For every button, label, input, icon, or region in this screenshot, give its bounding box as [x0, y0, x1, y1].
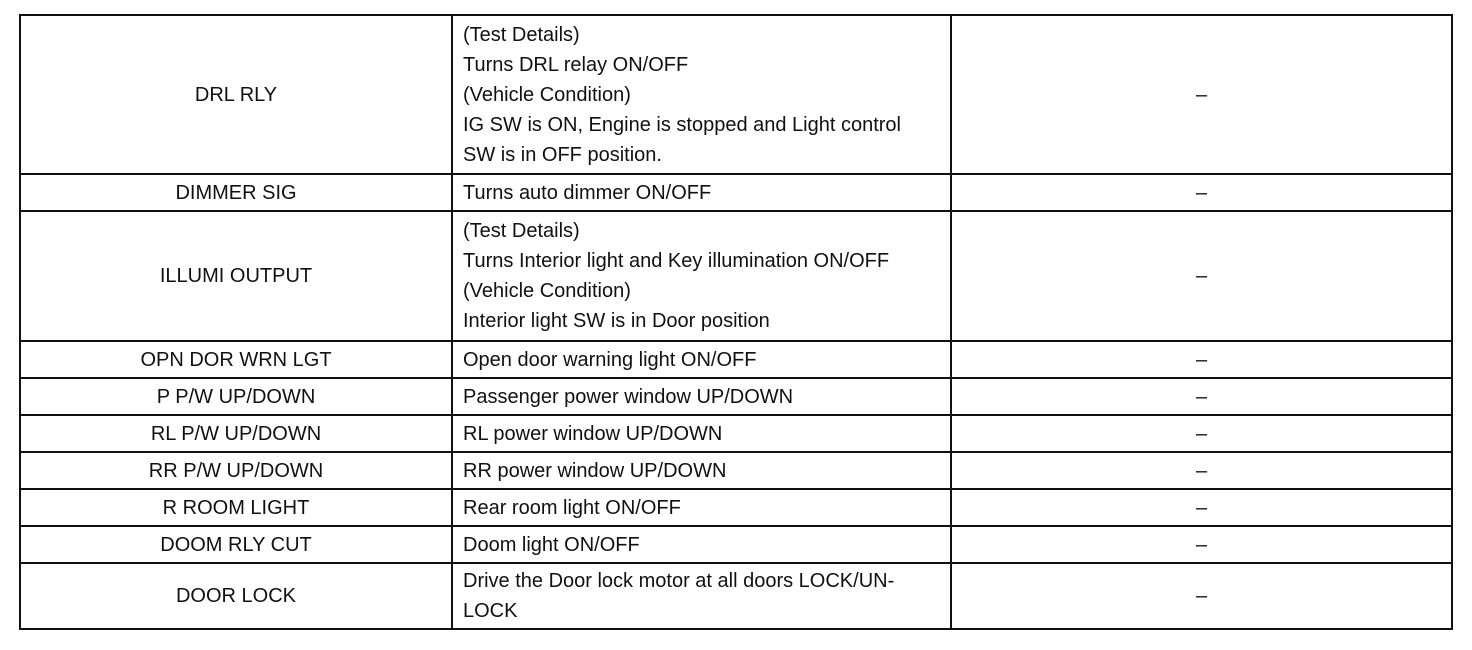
description-line: Drive the Door lock motor at all doors LOCK/UN- — [463, 570, 895, 592]
description-line: RR power window UP/DOWN — [463, 459, 727, 482]
remark-cell: – — [951, 341, 1452, 378]
table-row — [20, 211, 1452, 341]
description-cell — [452, 489, 951, 526]
description-cell — [452, 174, 951, 211]
description-cell — [452, 563, 951, 629]
description-line: RL power window UP/DOWN — [463, 422, 723, 445]
description-line: IG SW is ON, Engine is stopped and Light control — [463, 113, 901, 136]
test-item-cell: RR P/W UP/DOWN — [20, 452, 452, 489]
description-line: LOCK — [463, 600, 518, 622]
remark-cell: – — [951, 174, 1452, 211]
test-item-cell: R ROOM LIGHT — [20, 489, 452, 526]
description-cell — [452, 415, 951, 452]
remark-cell: – — [951, 563, 1452, 629]
description-cell — [452, 526, 951, 563]
test-item-cell: P P/W UP/DOWN — [20, 378, 452, 415]
test-item-cell: DIMMER SIG — [20, 174, 452, 211]
table-row — [20, 378, 1452, 415]
remark-cell: – — [951, 15, 1452, 174]
description-line: (Test Details) — [463, 23, 580, 46]
test-item-cell: DRL RLY — [20, 15, 452, 174]
table-row — [20, 174, 1452, 211]
description-line: Open door warning light ON/OFF — [463, 348, 757, 371]
remark-cell: – — [951, 526, 1452, 563]
active-test-table — [19, 14, 1453, 630]
test-item-cell: DOOR LOCK — [20, 563, 452, 629]
test-item-cell: OPN DOR WRN LGT — [20, 341, 452, 378]
table-row — [20, 15, 1452, 174]
table-row — [20, 452, 1452, 489]
remark-cell: – — [951, 378, 1452, 415]
test-item-cell: DOOM RLY CUT — [20, 526, 452, 563]
description-line: Interior light SW is in Door position — [463, 310, 770, 332]
description-line: Doom light ON/OFF — [463, 533, 640, 556]
description-line: SW is in OFF position. — [463, 143, 662, 166]
description-line: Turns DRL relay ON/OFF — [463, 53, 689, 76]
description-cell — [452, 15, 951, 174]
table-row — [20, 526, 1452, 563]
description-line: (Vehicle Condition) — [463, 83, 631, 106]
table-row — [20, 489, 1452, 526]
table-row — [20, 341, 1452, 378]
description-cell — [452, 378, 951, 415]
test-item-cell: RL P/W UP/DOWN — [20, 415, 452, 452]
description-cell — [452, 452, 951, 489]
remark-cell: – — [951, 415, 1452, 452]
description-line: Turns Interior light and Key illumination ON/OFF — [463, 250, 890, 272]
description-line: (Vehicle Condition) — [463, 280, 631, 302]
table-row — [20, 415, 1452, 452]
description-line: Turns auto dimmer ON/OFF — [463, 181, 712, 204]
description-line: Rear room light ON/OFF — [463, 496, 681, 519]
remark-cell: – — [951, 452, 1452, 489]
description-line: (Test Details) — [463, 220, 580, 242]
description-cell — [452, 341, 951, 378]
test-item-cell: ILLUMI OUTPUT — [20, 211, 452, 341]
description-line: Passenger power window UP/DOWN — [463, 385, 794, 408]
remark-cell: – — [951, 489, 1452, 526]
description-cell — [452, 211, 951, 341]
table-row — [20, 563, 1452, 629]
remark-cell: – — [951, 211, 1452, 341]
